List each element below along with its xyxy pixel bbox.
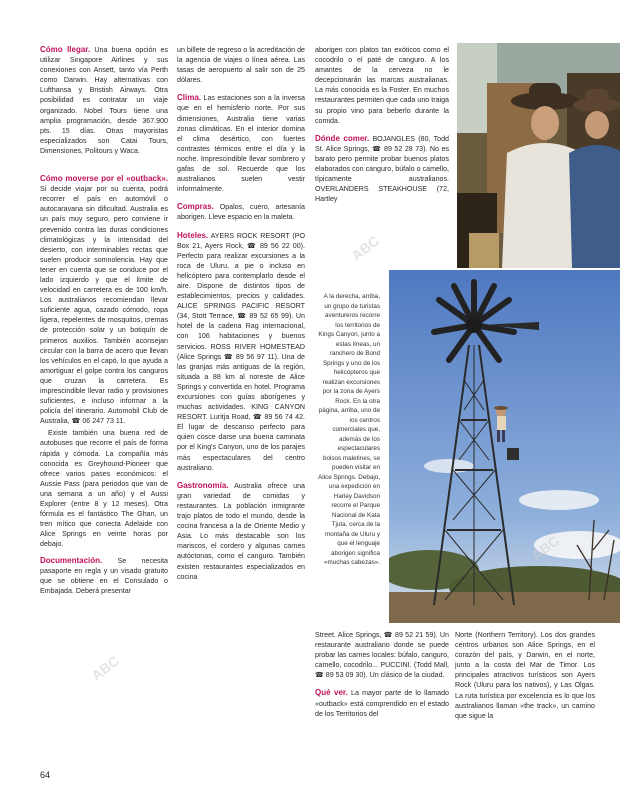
text-documentacion: Se necesita pasaporte en regla y un visado gratuito que se obtiene en el Consulado o Embajada. Deberá presentar — [40, 556, 168, 595]
section-clima — [177, 93, 305, 194]
text-compras: Opalos, cuero, artesanía aborigen. Lleve espacio en la maleta. — [177, 203, 305, 222]
text-intro: un billete de regreso o la acreditación de la agencia de viajes o línea aérea. Las tasas de aeropuerto al salir son de 25 dólares. — [177, 46, 305, 85]
windmill-illustration — [389, 270, 620, 623]
heading-compras: Compras. — [177, 202, 214, 212]
section-como-moverse — [40, 174, 168, 426]
section-documentacion — [40, 556, 168, 596]
heading-hoteles: Hoteles. — [177, 230, 209, 240]
text-gastronomia: Australia ofrece una gran variedad de comidas y restaurantes. La población inmigrante trajo platos de todo el mundo, desde la cocina francesa a la de Oriente Medio y Asia. Lo más destacable son los mariscos, el cordero y algunas carnes autóctonas, como el canguro. También existen restaurantes especializados en cocina — [177, 481, 305, 581]
page-number: 64 — [40, 770, 51, 780]
text-hoteles: AYERS ROCK RESORT (PO Box 21, Ayers Rock, ☎ 89 56 22 00). Perfecto para realizar excursiones a la roca de Uluru, a pie o incluso en helicóptero para contemplarlo desde el aire. Dispone de distintos tipos de establecimientos, precios y calidades. ALICE SPRINGS PACIFIC RESORT (34, Stott Terrace, ☎ 89 52 65 99). Un hotel de la cadena Rag internacional, con 106 habitaciones y buenos servicios. ROSS RIVER HOMESTEAD (Alice Springs ☎ 89 56 97 11). Una de las granjas más antiguas de la región, situada a 88 km al noreste de Alice Springs y convertida en hotel. Programa excursiones con guías aborígenes y muchas actividades. KING CANYON RESORT. Luritja Road, ☎ 89 56 74 42. El lugar de descanso perfecto para quien cosce darse una buena caminata por el King's Canyon, uno de los parajes más espectaculares del centro australiano. — [177, 231, 305, 472]
heading-clima: Clima. — [177, 93, 202, 103]
column-4-bottom — [455, 630, 595, 723]
text-col3-bottom: Street. Alice Springs, ☎ 89 52 21 59). Un restaurante australiano donde se puede probar las carnes locales: búfalo, canguro, camello, cocodrilo... PUCCINI. (Todd Mall, ☎ 89 53 09 30). Un clásico de la ciudad. — [315, 631, 449, 680]
column-2 — [177, 45, 305, 584]
column-3-top — [315, 45, 449, 206]
photo-caption: A la derecha, arriba, un grupo de turistas aventureros recorre los territorios de Kings Canyon, junto a estas líneas, un ranchero de Bond Springs y uno de los helicópteros que realizan excursiones por la zona de Ayers Rock. En la otra página, arriba, uno de los centros comerciales que, además de los espectaculares bolsos maletines, se pueden visitar en Alice Springs. Debajo, una expedición en Harley Davidson recorre el Parque Nacional de Kata Tjuta, cerca de la montaña de Uluru y que el lenguaje aborigen significa «muchas cabezas». — [318, 293, 380, 566]
photo-tourists — [457, 43, 620, 268]
section-como-llegar — [40, 45, 168, 156]
heading-como-moverse: Cómo moverse por el «outback». — [40, 174, 168, 184]
section-hoteles — [177, 231, 305, 473]
text-que-ver: La mayor parte de lo llamado «outback» está comprendido en el estado de los Territorios del — [315, 689, 449, 718]
text-como-moverse-2: Existe también una buena red de autobuses que recorre el país de forma rápida y cómoda. La compañía más conocida es Greyhound-Pioneer que ofrece varios pases económicos: el Aussie Pass (para periodos que van de una semana a un año) y el Aussi Explorer (entre 8 y 12 meses). Otra fórmula es el fantástico The Ghan, un tren mítico que conecta Adelaide con Alice Springs en veinte horas por debajo. — [40, 429, 168, 549]
column-1 — [40, 45, 168, 598]
text-como-moverse: Si decide viajar por su cuenta, podrá recorrer el país en automóvil o autocaravana sin dificultad. Australia es un país muy seguro, pero conviene ir prevenido contra las duras condiciones climatológicas y la intensidad del desierto, con interminables rectas que suelen producir somnolencia. Hay que tener en cuenta que se conduce por el lado izquierdo y que el límite de velocidad en carretera es de 100 km/h. Los australianos recomiendan llevar suficiente agua, cazado cómodo, ropa ligera, repelentes de mosquitos, cremas de protección solar y un botiquín de primeros auxilios. También aconsejan circular con la barra de acero que llevan los vehículos en el capó, lo que ayuda a amortiguar el golpe contra los canguros que cruzan la carretera. Es imprescindible llevar radio y provisiones suficientes, e incluso informar a la policía del itinerario. Automobil Club de Australia, ☎ 06 247 73 11. — [40, 185, 168, 426]
text-como-llegar: Una buena opción es utilizar Singapore Airlines y sus conexiones con Ansett, tanto vía Perth como Darwin. Hay alternativas con Lufthansa y Bristish Airways. Otra posibilidad es contratar un viaje organizado. Nobel Tours tiene una amplia programación, desde 367.900 pts. 15 días. Otras mayoristas especializados son Catai Tours, Dimensiones, Politours y Waca. — [40, 46, 168, 155]
heading-como-llegar: Cómo llegar. — [40, 45, 91, 54]
text-col4-bottom: Norte (Northern Territory). Los dos grandes centros urbanos son Alice Springs, en el corazón del país, y Darwin, en el norte, junto a la costa del Mar de Timor. Los principales atractivos turísticos son Ayers Rock (Uluru para los nativos), y Las Olgas. La ruta turística por excelencia es lo que los australianos llaman «the track», un camino que sigue la — [455, 631, 595, 720]
section-gastronomia — [177, 481, 305, 582]
text-clima: Las estaciones son a la inversa que en el hemisferio norte. Por sus dimensiones, Australia tiene varias zonas climáticas. En el interior domina el clima desértico, con fuertes contrastes térmicos entre el día y la noche. Imprescindible llevar sombrero y gafas de sol. Recuerde que los australianos suelen vestir informalmente. — [177, 94, 305, 194]
text-donde-comer: BOJANGLES (80, Todd St. Alice Springs, ☎ 89 52 28 73). No es barato pero permite probar buenos platos elaborados con canguro, búfalo o camello, típicamente australianos. OVERLANDERS STEAKHOUSE (72, Hartley — [315, 134, 449, 204]
section-compras — [177, 202, 305, 222]
tourists-illustration — [457, 43, 620, 268]
photo-windmill — [389, 270, 620, 623]
heading-documentacion: Documentación. — [40, 555, 103, 565]
watermark: ABC — [88, 652, 123, 684]
text-col3-top: aborigen con platos tan exóticos como el cocodrilo o el paté de canguro. A los amantes de la cerveza no le decepcionarán las marcas australianas. La más conocida es la Foster. En muchos restaurantes permiten que cada uno traiga su propio vino para beberlo durante la comida. — [315, 46, 449, 125]
section-donde-comer — [315, 134, 449, 205]
column-3-bottom — [315, 630, 449, 721]
watermark: ABC — [528, 532, 563, 564]
heading-gastronomia: Gastronomía. — [177, 480, 229, 490]
watermark: ABC — [348, 232, 383, 264]
section-que-ver — [315, 688, 449, 718]
heading-que-ver: Qué ver. — [315, 688, 348, 698]
heading-donde-comer: Dónde comer. — [315, 133, 370, 143]
